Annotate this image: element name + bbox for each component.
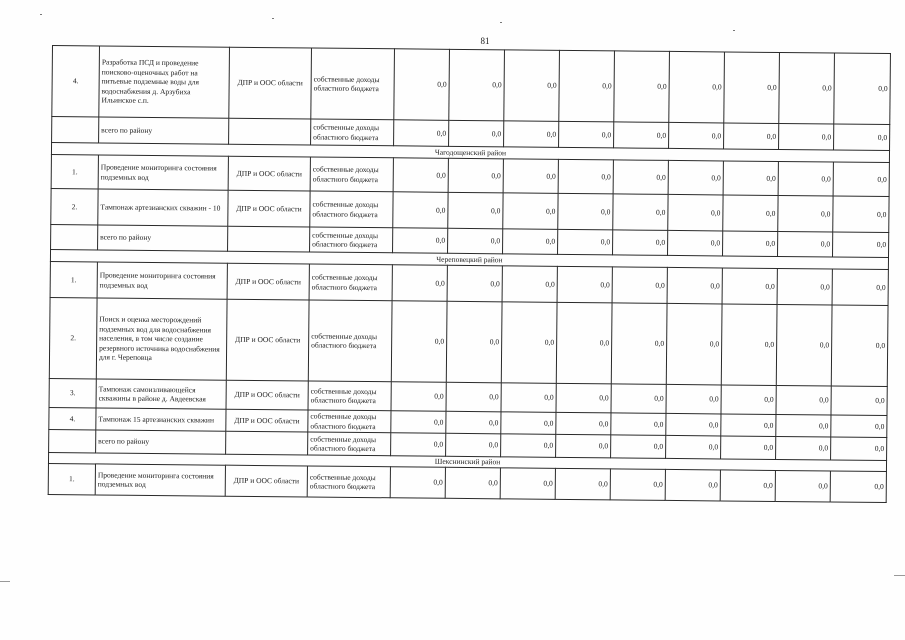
funding-value: 0,0 (501, 434, 556, 458)
funding-value: 0,0 (501, 302, 557, 384)
responsible-executor: ДПР и ООС области (226, 299, 309, 381)
funding-value: 0,0 (502, 266, 557, 303)
funding-value: 0,0 (614, 122, 669, 149)
scan-speck (272, 18, 274, 19)
funding-value: 0,0 (721, 414, 776, 437)
funding-value: 0,0 (556, 302, 612, 384)
activity-name: Тампонаж 15 артезианских скважин (96, 408, 226, 431)
funding-value: 0,0 (503, 229, 558, 255)
funding-value: 0,0 (449, 49, 505, 121)
table-row (49, 297, 888, 386)
scan-edge-mark (0, 581, 10, 582)
responsible-executor (228, 226, 310, 252)
page-number: 81 (480, 36, 490, 46)
activity-name: всего по району (98, 225, 228, 251)
funding-value: 0,0 (776, 385, 831, 415)
funding-source: собственные доходы областного бюджета (308, 432, 391, 456)
funding-value: 0,0 (834, 53, 891, 125)
funding-value: 0,0 (612, 267, 667, 304)
funding-value: 0,0 (722, 268, 777, 305)
scan-edge-mark (894, 575, 905, 576)
funding-value: 0,0 (391, 433, 446, 457)
scan-speck (40, 14, 42, 15)
activity-name: Поиск и оценка месторождений подземных вод для водоснабжения населения, в том числе создание резервного источника водоснабжения для г. Череповца (96, 298, 227, 380)
funding-source: собственные доходы областного бюджета (307, 466, 390, 498)
funding-value: 0,0 (504, 50, 560, 122)
funding-source: собственные доходы областного бюджета (311, 119, 394, 146)
funding-value: 0,0 (558, 229, 613, 255)
row-number (51, 224, 98, 249)
funding-value: 0,0 (668, 230, 723, 256)
funding-value: 0,0 (721, 304, 777, 386)
funding-value: 0,0 (559, 50, 615, 122)
budget-table (48, 45, 891, 503)
funding-source: собственные доходы областного бюджета (311, 48, 395, 120)
funding-source: собственные доходы областного бюджета (309, 264, 392, 301)
activity-name: всего по району (96, 430, 226, 454)
row-number: 4. (52, 46, 100, 117)
funding-value: 0,0 (833, 232, 889, 258)
funding-value: 0,0 (666, 413, 721, 436)
funding-value: 0,0 (556, 434, 611, 458)
row-number: 1. (51, 154, 98, 188)
responsible-executor: ДПР и ООС области (228, 156, 310, 191)
responsible-executor: ДПР и ООС области (229, 47, 312, 119)
funding-value: 0,0 (775, 470, 830, 502)
table-row (52, 46, 891, 125)
funding-source: собственные доходы областного бюджета (310, 227, 393, 253)
activity-name: Разработка ПСД и проведение поисково-оценочных работ на питьевые подземные воды для водоснабжения д. Арзубиха Ильинское с.п. (99, 46, 230, 118)
funding-value: 0,0 (723, 195, 778, 232)
funding-value: 0,0 (833, 162, 889, 197)
funding-value: 0,0 (448, 158, 503, 193)
responsible-executor: ДПР и ООС области (228, 190, 310, 227)
funding-value: 0,0 (613, 194, 668, 231)
funding-value: 0,0 (778, 161, 833, 196)
responsible-executor (229, 118, 311, 145)
funding-source: собственные доходы областного бюджета (308, 381, 391, 411)
funding-value: 0,0 (666, 435, 721, 459)
funding-value: 0,0 (669, 122, 724, 149)
row-number: 1. (48, 463, 95, 494)
funding-value: 0,0 (830, 471, 886, 503)
funding-value: 0,0 (558, 193, 613, 230)
funding-value: 0,0 (724, 123, 779, 150)
funding-value: 0,0 (446, 382, 501, 412)
funding-value: 0,0 (669, 51, 725, 123)
funding-value: 0,0 (831, 437, 887, 461)
funding-value: 0,0 (666, 303, 722, 385)
funding-value: 0,0 (723, 231, 778, 257)
responsible-executor (226, 431, 308, 455)
row-number (52, 117, 99, 143)
funding-value: 0,0 (557, 266, 612, 303)
funding-value: 0,0 (613, 160, 668, 195)
funding-value: 0,0 (559, 121, 614, 148)
responsible-executor: ДПР и ООС области (226, 380, 308, 410)
funding-value: 0,0 (779, 52, 835, 124)
funding-value: 0,0 (394, 49, 450, 121)
funding-value: 0,0 (392, 265, 447, 302)
funding-value: 0,0 (611, 303, 667, 385)
funding-value: 0,0 (555, 468, 610, 500)
funding-value: 0,0 (724, 52, 780, 124)
funding-source: собственные доходы областного бюджета (310, 157, 393, 192)
funding-value: 0,0 (503, 193, 558, 230)
funding-value: 0,0 (558, 159, 613, 194)
district-title: Шекснинский район (48, 452, 886, 471)
funding-value: 0,0 (614, 51, 670, 123)
funding-value: 0,0 (611, 413, 666, 436)
funding-value: 0,0 (391, 301, 447, 383)
funding-source: собственные доходы областного бюджета (308, 300, 392, 382)
funding-source: собственные доходы областного бюджета (310, 191, 393, 228)
funding-value: 0,0 (446, 433, 501, 457)
funding-value: 0,0 (556, 383, 611, 413)
funding-value: 0,0 (779, 123, 834, 150)
funding-value: 0,0 (721, 385, 776, 415)
responsible-executor: ДПР и ООС области (227, 263, 309, 300)
funding-value: 0,0 (501, 383, 556, 413)
responsible-executor: ДПР и ООС области (226, 409, 308, 432)
funding-source: собственные доходы областного бюджета (308, 410, 391, 433)
funding-value: 0,0 (390, 467, 445, 499)
scan-speck (733, 30, 735, 31)
funding-value: 0,0 (391, 382, 446, 412)
funding-value: 0,0 (778, 231, 833, 257)
funding-value: 0,0 (391, 411, 446, 434)
funding-value: 0,0 (448, 192, 503, 229)
row-number: 1. (50, 261, 97, 297)
district-title: Чагодощенский район (51, 143, 889, 163)
funding-value: 0,0 (613, 230, 668, 256)
funding-value: 0,0 (665, 469, 720, 501)
funding-value: 0,0 (831, 305, 888, 387)
funding-value: 0,0 (393, 228, 448, 254)
row-number (49, 429, 96, 452)
row-number: 2. (51, 188, 98, 224)
funding-value: 0,0 (721, 436, 776, 460)
funding-value: 0,0 (447, 265, 502, 302)
district-title: Череповецкий район (50, 249, 888, 269)
row-number: 3. (49, 378, 96, 407)
funding-value: 0,0 (666, 384, 721, 414)
scan-speck (500, 22, 502, 23)
funding-value: 0,0 (832, 269, 888, 306)
activity-name: Проведение мониторинга состояния подземных вод (95, 464, 225, 496)
row-number: 2. (49, 297, 97, 378)
activity-name: Проведение мониторинга состояния подземных вод (98, 155, 228, 190)
activity-name: Тампонаж артезианских скважин - 10 (98, 189, 228, 226)
funding-value: 0,0 (445, 467, 500, 499)
activity-name: Тампонаж самоизливающейся скважины в районе д. Авдеевская (96, 379, 226, 409)
funding-value: 0,0 (668, 194, 723, 231)
funding-value: 0,0 (831, 386, 887, 416)
table-body (48, 46, 890, 503)
funding-value: 0,0 (834, 124, 890, 151)
row-number: 4. (49, 407, 96, 429)
funding-value: 0,0 (500, 468, 555, 500)
funding-value: 0,0 (501, 412, 556, 435)
funding-value: 0,0 (777, 268, 832, 305)
funding-value: 0,0 (831, 415, 887, 438)
funding-value: 0,0 (720, 470, 775, 502)
funding-value: 0,0 (776, 436, 831, 460)
activity-name: всего по району (99, 117, 229, 144)
funding-value: 0,0 (667, 267, 722, 304)
table-row (48, 463, 886, 502)
funding-value: 0,0 (723, 161, 778, 196)
funding-value: 0,0 (446, 301, 502, 383)
funding-value: 0,0 (393, 192, 448, 229)
funding-value: 0,0 (610, 469, 665, 501)
funding-value: 0,0 (503, 159, 558, 194)
funding-value: 0,0 (776, 304, 832, 386)
funding-value: 0,0 (448, 228, 503, 254)
funding-value: 0,0 (393, 158, 448, 193)
funding-value: 0,0 (833, 196, 889, 233)
funding-value: 0,0 (504, 121, 559, 148)
funding-value: 0,0 (776, 414, 831, 437)
funding-value: 0,0 (556, 412, 611, 435)
activity-name: Проведение мониторинга состояния подземных вод (97, 262, 227, 299)
funding-value: 0,0 (449, 120, 504, 147)
funding-value: 0,0 (611, 384, 666, 414)
funding-value: 0,0 (446, 411, 501, 434)
funding-value: 0,0 (394, 120, 449, 147)
responsible-executor: ДПР и ООС области (225, 465, 307, 497)
funding-value: 0,0 (668, 160, 723, 195)
funding-value: 0,0 (611, 435, 666, 459)
funding-value: 0,0 (778, 195, 833, 232)
